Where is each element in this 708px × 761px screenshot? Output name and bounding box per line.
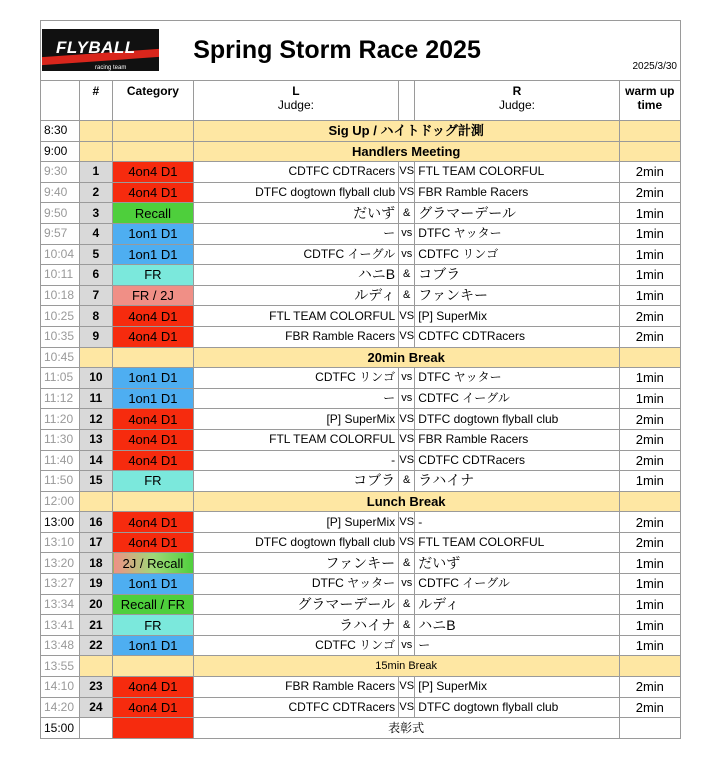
right-team: ラハイナ <box>415 471 619 492</box>
race-row <box>41 594 681 615</box>
category-cell: FR <box>113 471 194 492</box>
banner-text: Handlers Meeting <box>193 141 619 162</box>
logo-text: FLYBALL <box>56 38 136 57</box>
warmup-time: 2min <box>619 532 680 553</box>
time-cell: 11:05 <box>41 368 80 389</box>
warmup-time: 1min <box>619 368 680 389</box>
race-number: 21 <box>79 615 112 636</box>
time-cell: 8:30 <box>41 121 80 142</box>
versus-mark: VS <box>399 409 415 430</box>
race-number: 1 <box>79 162 112 183</box>
warmup-time: 1min <box>619 574 680 595</box>
banner-row <box>41 656 681 677</box>
versus-mark: VS <box>399 450 415 471</box>
time-cell: 9:57 <box>41 223 80 244</box>
warmup-time: 1min <box>619 388 680 409</box>
race-row <box>41 635 681 656</box>
race-row <box>41 409 681 430</box>
right-team: FTL TEAM COLORFUL <box>415 162 619 183</box>
banner-num <box>79 656 112 677</box>
time-cell: 13:55 <box>41 656 80 677</box>
category-cell: FR <box>113 265 194 286</box>
right-team: CDTFC イーグル <box>415 388 619 409</box>
warmup-time: 2min <box>619 450 680 471</box>
category-cell: 4on4 D1 <box>113 162 194 183</box>
banner-num <box>79 491 112 512</box>
warmup-time: 1min <box>619 265 680 286</box>
right-team: [P] SuperMix <box>415 677 619 698</box>
time-cell: 9:30 <box>41 162 80 183</box>
time-cell: 11:20 <box>41 409 80 430</box>
race-number: 15 <box>79 471 112 492</box>
category-cell: 4on4 D1 <box>113 326 194 347</box>
race-number: 7 <box>79 285 112 306</box>
left-team: FBR Ramble Racers <box>193 677 398 698</box>
right-team: FBR Ramble Racers <box>415 429 619 450</box>
race-number: 12 <box>79 409 112 430</box>
time-cell: 11:12 <box>41 388 80 409</box>
left-team: [P] SuperMix <box>193 409 398 430</box>
race-row <box>41 553 681 574</box>
race-row <box>41 368 681 389</box>
versus-mark: vs <box>399 368 415 389</box>
race-number: 19 <box>79 574 112 595</box>
time-cell: 9:40 <box>41 182 80 203</box>
race-row <box>41 429 681 450</box>
time-cell: 11:30 <box>41 429 80 450</box>
time-cell: 10:18 <box>41 285 80 306</box>
header-warmup: warm up time <box>619 81 680 121</box>
banner-text: 20min Break <box>193 347 619 368</box>
time-cell: 13:41 <box>41 615 80 636</box>
versus-mark: vs <box>399 574 415 595</box>
race-row <box>41 306 681 327</box>
header-vs <box>399 81 415 121</box>
category-cell: 4on4 D1 <box>113 182 194 203</box>
left-team: CDTFC リンゴ <box>193 635 398 656</box>
race-row <box>41 471 681 492</box>
left-team: DTFC dogtown flyball club <box>193 182 398 203</box>
header-r <box>415 81 619 121</box>
header-r-judge: Judge: <box>498 98 535 112</box>
left-team: ー <box>193 388 398 409</box>
banner-cat <box>113 141 194 162</box>
left-team: ルディ <box>193 285 398 306</box>
banner-text: Sig Up / ハイトドッグ計測 <box>193 121 619 142</box>
race-number: 3 <box>79 203 112 224</box>
versus-mark: VS <box>399 162 415 183</box>
race-number: 20 <box>79 594 112 615</box>
race-number: 23 <box>79 677 112 698</box>
time-cell: 13:27 <box>41 574 80 595</box>
race-number: 10 <box>79 368 112 389</box>
category-cell: 1on1 D1 <box>113 368 194 389</box>
race-row <box>41 677 681 698</box>
warmup-time: 2min <box>619 697 680 718</box>
left-team: FTL TEAM COLORFUL <box>193 429 398 450</box>
versus-mark: & <box>399 471 415 492</box>
race-row <box>41 450 681 471</box>
race-row <box>41 223 681 244</box>
right-team: FBR Ramble Racers <box>415 182 619 203</box>
right-team: CDTFC CDTRacers <box>415 326 619 347</box>
race-number: 14 <box>79 450 112 471</box>
banner-cat <box>113 347 194 368</box>
race-row <box>41 162 681 183</box>
race-row <box>41 285 681 306</box>
header-r-label: R <box>512 84 522 98</box>
race-number: 6 <box>79 265 112 286</box>
time-cell: 13:10 <box>41 532 80 553</box>
time-cell: 14:20 <box>41 697 80 718</box>
warmup-time: 1min <box>619 285 680 306</box>
left-team: ハニB <box>193 265 398 286</box>
right-team: ー <box>415 635 619 656</box>
right-team: FTL TEAM COLORFUL <box>415 532 619 553</box>
versus-mark: VS <box>399 326 415 347</box>
time-cell: 12:00 <box>41 491 80 512</box>
time-cell: 11:40 <box>41 450 80 471</box>
warmup-time: 2min <box>619 306 680 327</box>
versus-mark: vs <box>399 635 415 656</box>
banner-row <box>41 121 681 142</box>
warmup-time: 2min <box>619 409 680 430</box>
versus-mark: & <box>399 203 415 224</box>
category-cell: 1on1 D1 <box>113 244 194 265</box>
banner-row <box>41 141 681 162</box>
left-team: ファンキー <box>193 553 398 574</box>
category-cell: FR / 2J <box>113 285 194 306</box>
warmup-time: 2min <box>619 512 680 533</box>
time-cell: 13:34 <box>41 594 80 615</box>
versus-mark: VS <box>399 677 415 698</box>
race-number: 24 <box>79 697 112 718</box>
category-cell: 4on4 D1 <box>113 532 194 553</box>
left-team: DTFC dogtown flyball club <box>193 532 398 553</box>
banner-row <box>41 347 681 368</box>
banner-text: 15min Break <box>193 656 619 677</box>
left-team: CDTFC CDTRacers <box>193 162 398 183</box>
versus-mark: & <box>399 265 415 286</box>
left-team: CDTFC リンゴ <box>193 368 398 389</box>
ceremony-row <box>41 718 681 739</box>
time-cell: 13:00 <box>41 512 80 533</box>
left-team: グラマーデール <box>193 594 398 615</box>
header-time <box>41 81 80 121</box>
left-team: コブラ <box>193 471 398 492</box>
race-number: 5 <box>79 244 112 265</box>
warmup-time: 1min <box>619 635 680 656</box>
right-team: - <box>415 512 619 533</box>
banner-text: Lunch Break <box>193 491 619 512</box>
race-number: 17 <box>79 532 112 553</box>
left-team: だいず <box>193 203 398 224</box>
time-cell: 14:10 <box>41 677 80 698</box>
race-row <box>41 512 681 533</box>
right-team: ファンキー <box>415 285 619 306</box>
banner-wu <box>619 121 680 142</box>
warmup-time: 2min <box>619 326 680 347</box>
right-team: DTFC dogtown flyball club <box>415 697 619 718</box>
race-number: 4 <box>79 223 112 244</box>
warmup-time: 1min <box>619 223 680 244</box>
left-team: DTFC ヤッター <box>193 574 398 595</box>
banner-cat <box>113 656 194 677</box>
race-row <box>41 615 681 636</box>
race-number: 11 <box>79 388 112 409</box>
time-cell: 13:20 <box>41 553 80 574</box>
banner-wu <box>619 656 680 677</box>
schedule-sheet <box>40 20 681 739</box>
left-team: CDTFC イーグル <box>193 244 398 265</box>
ceremony-num <box>79 718 112 739</box>
schedule-table <box>40 20 681 739</box>
banner-wu <box>619 347 680 368</box>
right-team: ハニB <box>415 615 619 636</box>
right-team: CDTFC リンゴ <box>415 244 619 265</box>
category-cell: 1on1 D1 <box>113 223 194 244</box>
race-number: 18 <box>79 553 112 574</box>
versus-mark: VS <box>399 429 415 450</box>
header-category: Category <box>113 81 194 121</box>
category-cell: Recall / FR <box>113 594 194 615</box>
race-row <box>41 265 681 286</box>
time-cell: 10:11 <box>41 265 80 286</box>
race-number: 16 <box>79 512 112 533</box>
warmup-time: 1min <box>619 615 680 636</box>
warmup-time: 2min <box>619 429 680 450</box>
category-cell: 4on4 D1 <box>113 450 194 471</box>
time-cell: 10:25 <box>41 306 80 327</box>
ceremony-text: 表彰式 <box>193 718 619 739</box>
banner-wu <box>619 491 680 512</box>
warmup-time: 1min <box>619 203 680 224</box>
ceremony-cat <box>113 718 194 739</box>
header-l-label: L <box>292 84 300 98</box>
versus-mark: & <box>399 594 415 615</box>
race-number: 13 <box>79 429 112 450</box>
right-team: DTFC dogtown flyball club <box>415 409 619 430</box>
right-team: CDTFC イーグル <box>415 574 619 595</box>
race-row <box>41 203 681 224</box>
left-team: - <box>193 450 398 471</box>
race-row <box>41 574 681 595</box>
logo-subtext: racing team <box>95 65 127 71</box>
right-team: コブラ <box>415 265 619 286</box>
ceremony-wu <box>619 718 680 739</box>
right-team: DTFC ヤッター <box>415 368 619 389</box>
time-cell: 9:00 <box>41 141 80 162</box>
left-team: FBR Ramble Racers <box>193 326 398 347</box>
time-cell: 15:00 <box>41 718 80 739</box>
logo-cell <box>41 21 194 81</box>
left-team: ー <box>193 223 398 244</box>
race-row <box>41 697 681 718</box>
right-team: DTFC ヤッター <box>415 223 619 244</box>
time-cell: 11:50 <box>41 471 80 492</box>
category-cell: 4on4 D1 <box>113 697 194 718</box>
right-team: CDTFC CDTRacers <box>415 450 619 471</box>
warmup-time: 2min <box>619 677 680 698</box>
banner-num <box>79 347 112 368</box>
left-team: [P] SuperMix <box>193 512 398 533</box>
header-l <box>193 81 398 121</box>
race-row <box>41 182 681 203</box>
category-cell: Recall <box>113 203 194 224</box>
column-header-row <box>41 81 681 121</box>
race-number: 2 <box>79 182 112 203</box>
race-number: 22 <box>79 635 112 656</box>
category-cell: 4on4 D1 <box>113 409 194 430</box>
versus-mark: & <box>399 615 415 636</box>
category-cell: 4on4 D1 <box>113 429 194 450</box>
category-cell: 1on1 D1 <box>113 635 194 656</box>
page-title: Spring Storm Race 2025 <box>193 21 619 81</box>
warmup-time: 1min <box>619 553 680 574</box>
event-date: 2025/3/30 <box>619 21 680 81</box>
race-row <box>41 532 681 553</box>
right-team: [P] SuperMix <box>415 306 619 327</box>
category-cell: 4on4 D1 <box>113 306 194 327</box>
warmup-time: 1min <box>619 594 680 615</box>
category-cell: 1on1 D1 <box>113 388 194 409</box>
time-cell: 13:48 <box>41 635 80 656</box>
versus-mark: & <box>399 553 415 574</box>
header-l-judge: Judge: <box>277 98 314 112</box>
category-cell: 2J / Recall <box>113 553 194 574</box>
time-cell: 10:45 <box>41 347 80 368</box>
right-team: だいず <box>415 553 619 574</box>
warmup-time: 2min <box>619 162 680 183</box>
banner-num <box>79 121 112 142</box>
warmup-time: 1min <box>619 244 680 265</box>
category-cell: FR <box>113 615 194 636</box>
banner-cat <box>113 491 194 512</box>
right-team: ルディ <box>415 594 619 615</box>
race-row <box>41 388 681 409</box>
versus-mark: & <box>399 285 415 306</box>
warmup-time: 1min <box>619 471 680 492</box>
race-row <box>41 326 681 347</box>
title-row <box>41 21 681 81</box>
banner-wu <box>619 141 680 162</box>
category-cell: 4on4 D1 <box>113 512 194 533</box>
left-team: CDTFC CDTRacers <box>193 697 398 718</box>
race-number: 9 <box>79 326 112 347</box>
versus-mark: vs <box>399 244 415 265</box>
versus-mark: vs <box>399 388 415 409</box>
versus-mark: VS <box>399 697 415 718</box>
race-row <box>41 244 681 265</box>
versus-mark: VS <box>399 306 415 327</box>
race-number: 8 <box>79 306 112 327</box>
right-team: グラマーデール <box>415 203 619 224</box>
flyball-logo <box>42 29 159 71</box>
header-num: # <box>79 81 112 121</box>
category-cell: 1on1 D1 <box>113 574 194 595</box>
time-cell: 10:35 <box>41 326 80 347</box>
versus-mark: VS <box>399 182 415 203</box>
banner-num <box>79 141 112 162</box>
time-cell: 10:04 <box>41 244 80 265</box>
warmup-time: 2min <box>619 182 680 203</box>
left-team: ラハイナ <box>193 615 398 636</box>
versus-mark: VS <box>399 532 415 553</box>
time-cell: 9:50 <box>41 203 80 224</box>
banner-row <box>41 491 681 512</box>
banner-cat <box>113 121 194 142</box>
category-cell: 4on4 D1 <box>113 677 194 698</box>
left-team: FTL TEAM COLORFUL <box>193 306 398 327</box>
versus-mark: VS <box>399 512 415 533</box>
versus-mark: vs <box>399 223 415 244</box>
